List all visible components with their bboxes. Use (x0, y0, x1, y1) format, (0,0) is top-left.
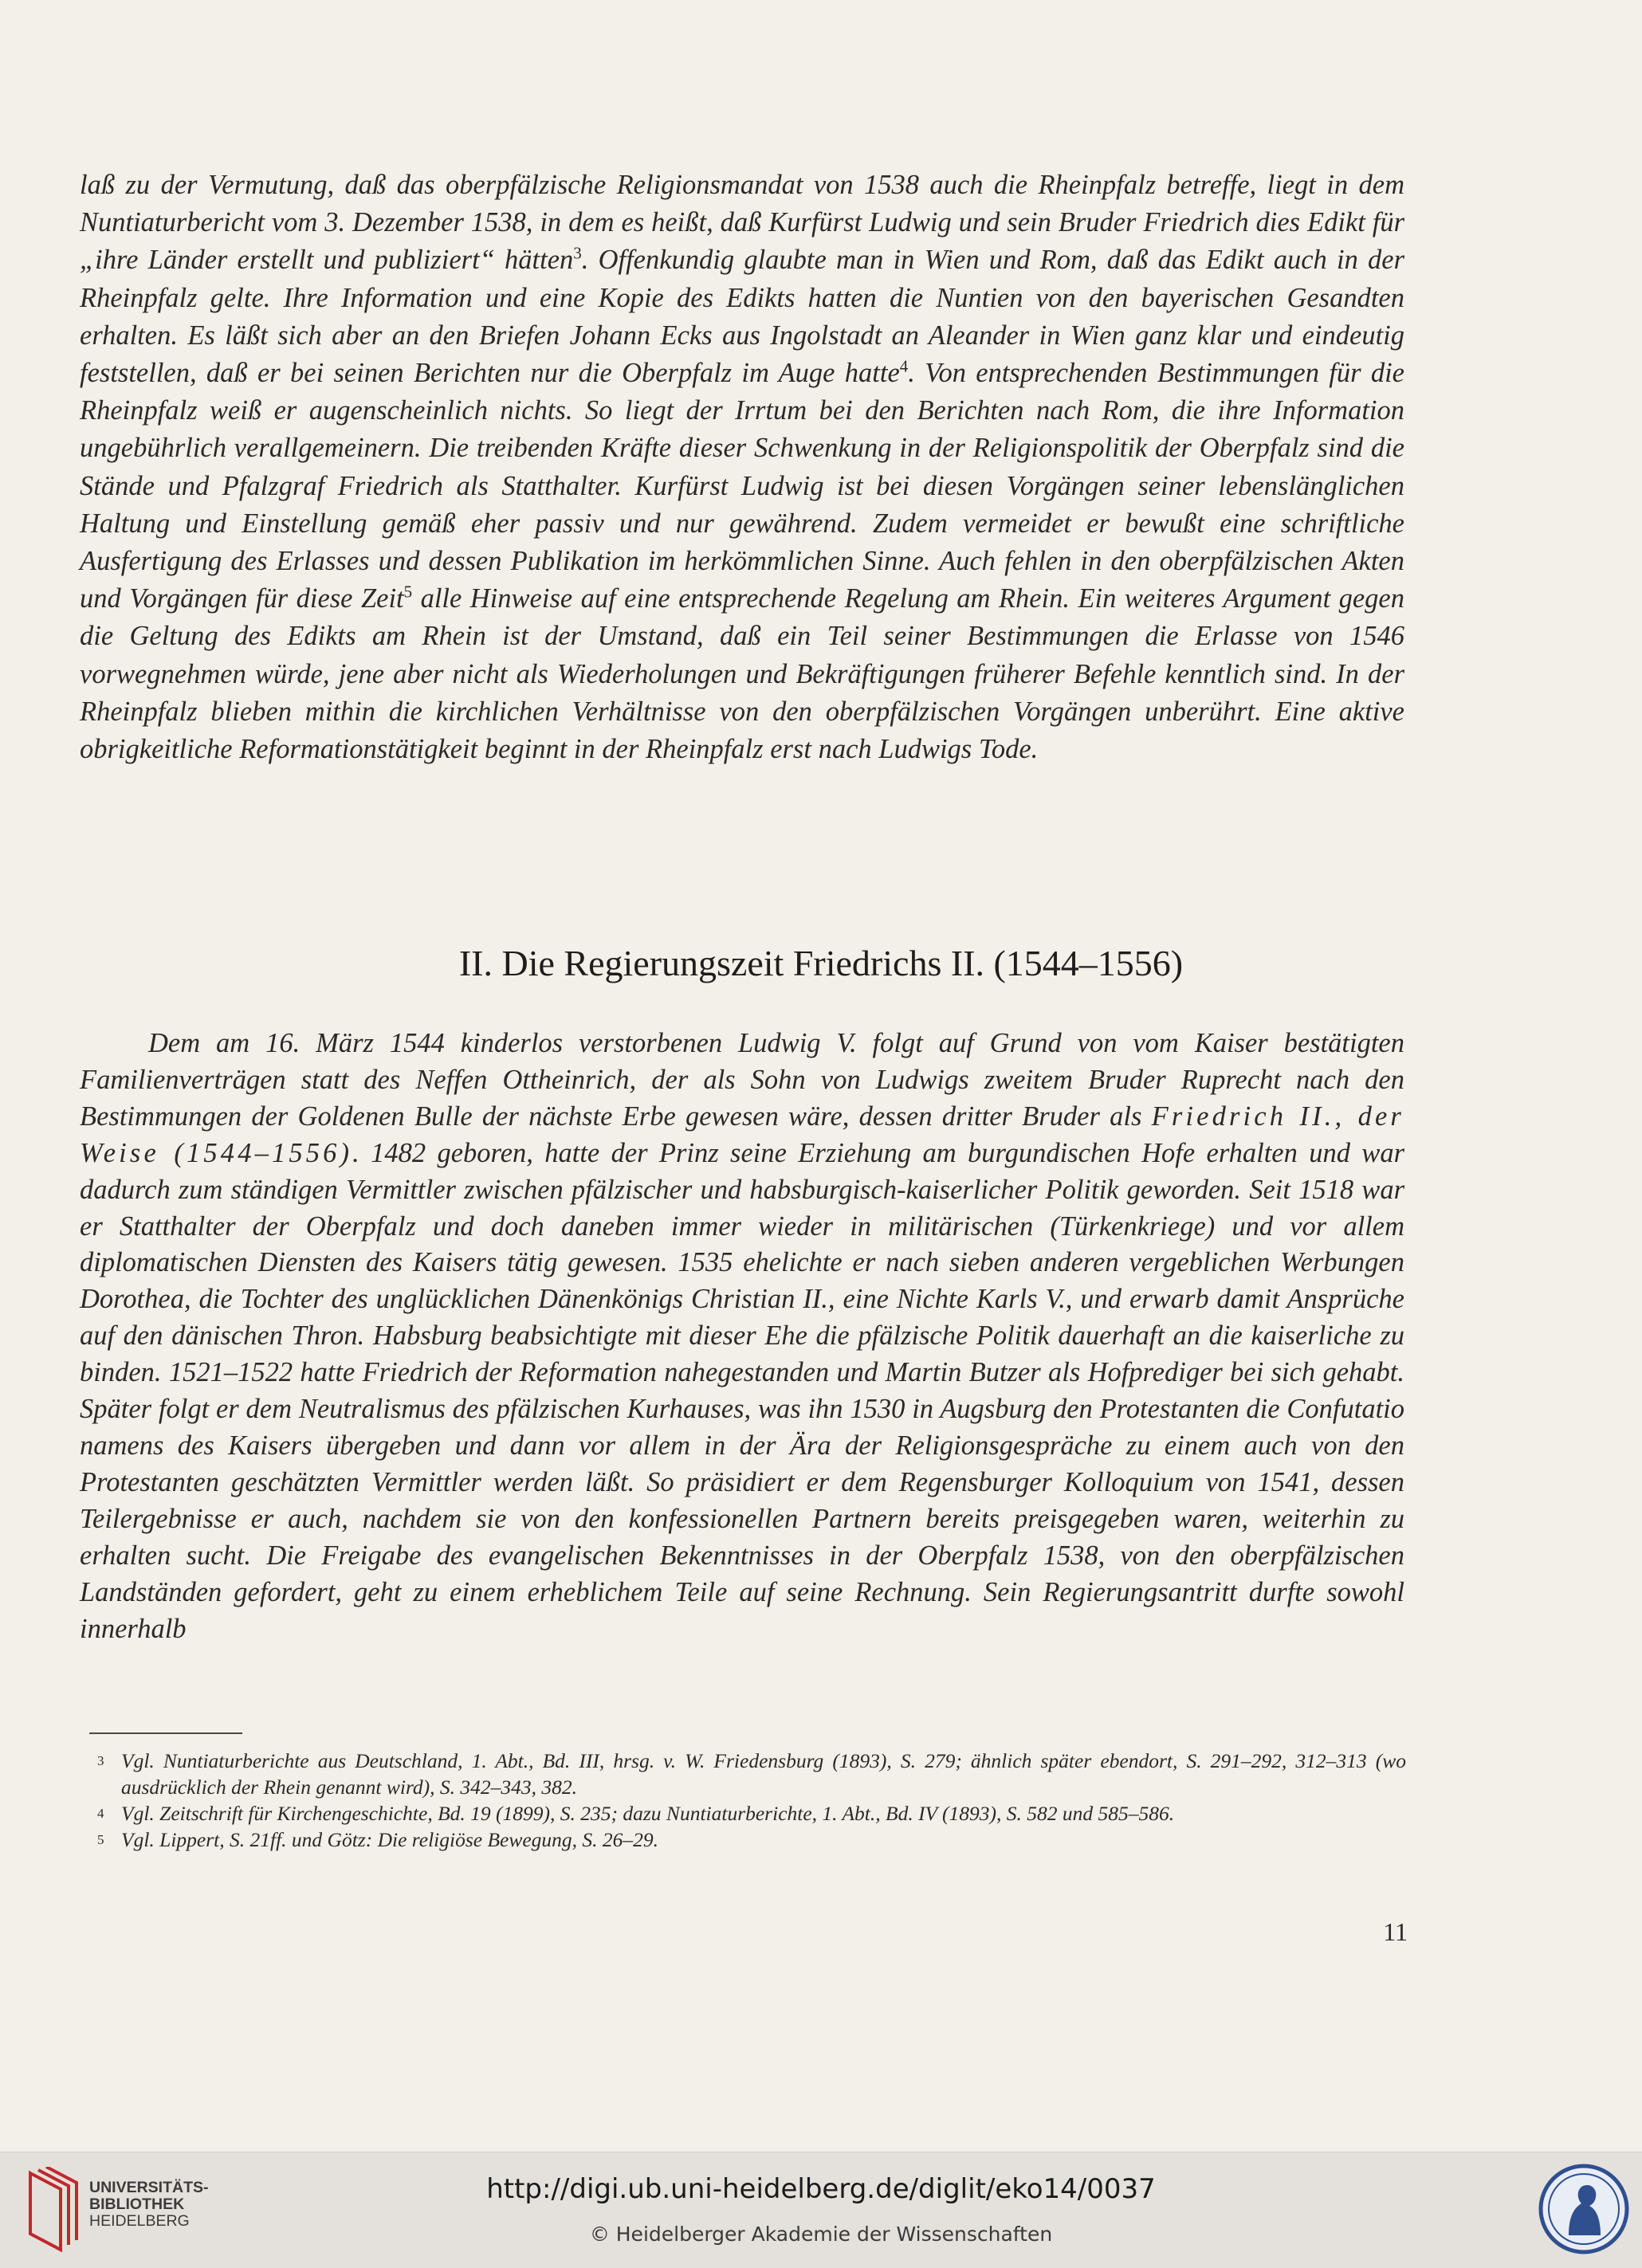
library-name-line: BIBLIOTHEK (89, 2195, 185, 2213)
page-number: 11 (1383, 1917, 1408, 1946)
library-name-line: HEIDELBERG (89, 2212, 190, 2230)
footnote-ref-5[interactable]: 5 (403, 582, 413, 602)
section-paragraph (80, 1026, 1404, 1647)
paragraph-text: alle Hinweise auf eine entsprechende Regelung am Rhein. Ein weiteres Argument gegen die Geltung des Edikts am Rhein ist der Umstand, daß ein Teil seiner Bestimmungen die Erlasse von 1546 vorwegnehmen würde, jene aber nicht als Wiederholungen und Bekräftigungen früherer Befehle kenntlich sind. In der Rheinpfalz blieben mithin die kirchlichen Verhältnisse von den oberpfälzischen Vorgängen unberührt. Eine aktive obrigkeitliche Reformationstätigkeit beginnt in der Rheinpfalz erst nach Ludwigs Tode. (80, 583, 1404, 765)
paragraph-text: laß zu der Vermutung, daß das oberpfälzische Religionsmandat von 1538 auch die Rheinpfalz betreffe, liegt in dem Nuntiaturbericht vom 3. Dezember 1538, in dem es heißt, daß Kurfürst Ludwig und sein Bruder Friedrich dies Edikt für „ihre Länder erstellt und publiziert“ hätten (80, 170, 1404, 276)
footnotes (89, 1748, 1406, 1853)
footnote-number: 5 (97, 1832, 104, 1847)
footnote-text: Vgl. Lippert, S. 21ff. und Götz: Die religiöse Bewegung, S. 26–29. (121, 1828, 659, 1851)
academy-seal-icon[interactable] (1537, 2162, 1631, 2256)
section-heading: II. Die Regierungszeit Friedrichs II. (1544–1556) (458, 943, 1184, 983)
paragraph-text: . Von entsprechenden Bestimmungen für die Rheinpfalz weiß er augenscheinlich nichts. So liegt der Irrtum bei den Berichten nach Rom, die ihre Information ungebührlich verallgemeinern. Die treibenden Kräfte dieser Schwenkung in der Religionspolitik der Oberpfalz sind die Stände und Pfalzgraf Friedrich als Statthalter. Kurfürst Ludwig ist bei diesen Vorgängen seiner lebenslänglichen Haltung und Einstellung gemäß eher passiv und nur gewährend. Zudem vermeidet er bewußt eine schriftliche Ausfertigung des Erlasses und dessen Publikation im herkömmlichen Sinne. Auch fehlen in den oberpfälzischen Akten und Vorgängen für diese Zeit (80, 358, 1404, 614)
paragraph-text: Dem am 16. März 1544 kinderlos verstorbenen Ludwig V. folgt auf Grund von vom Kaiser bestätigten Familienverträgen statt des Neffen Ottheinrich, der als Sohn von Ludwigs zweitem Bruder Ruprecht nach den Bestimmungen der Goldenen Bulle der nächste Erbe gewesen wäre, dessen dritter Bruder als (80, 1028, 1404, 1132)
footnote-ref-3[interactable]: 3 (573, 243, 582, 263)
paragraph-continued (80, 167, 1404, 768)
library-name-line: UNIVERSITÄTS- (89, 2179, 209, 2196)
footer-bar (0, 2152, 1642, 2268)
copyright-notice: © Heidelberger Akademie der Wissenschaften (589, 2223, 1053, 2246)
footnote-4 (89, 1800, 1406, 1827)
paragraph-text: . 1482 geboren, hatte der Prinz seine Erziehung am burgundischen Hofe erhalten und war dadurch zum ständigen Vermittler zwischen pfälzischer und habsburgisch-kaiserlicher Politik geworden. Seit 1518 war er Statthalter der Oberpfalz und doch daneben immer wieder in militärischen (Türkenkriege) und vor allem diplomatischen Diensten des Kaisers tätig gewesen. 1535 ehelichte er nach sieben anderen vergeblichen Werbungen Dorothea, die Tochter des unglücklichen Dänenkönigs Christian II., eine Nichte Karls V., und erwarb damit Ansprüche auf den dänischen Thron. Habsburg beabsichtigte mit dieser Ehe die pfälzische Politik dauerhaft an die kaiserliche zu binden. 1521–1522 hatte Friedrich der Reformation nahegestanden und Martin Butzer als Hofprediger bei sich gehabt. Später folgt er dem Neutralismus des pfälzischen Kurhauses, was ihn 1530 in Augsburg den Protestanten die Confutatio namens des Kaisers übergeben und dann vor allem in der Ära der Religionsgespräche zu einem auch von den Protestanten geschätzten Vermittler werden läßt. So präsidiert er dem Regensburger Kolloquium von 1541, dessen Teilergebnisse er auch, nachdem sie von den konfessionellen Partnern bereits preisgegeben waren, weiterhin zu erhalten sucht. Die Freigabe des evangelischen Bekenntnisses in der Oberpfalz 1538, von den oberpfälzischen Landständen gefordert, geht zu einem erheblichem Teile auf seine Rechnung. Sein Regierungsantritt durfte sowohl innerhalb (80, 1137, 1404, 1644)
paragraph-text: . Offenkundig glaubte man in Wien und Rom, daß das Edikt auch in der Rheinpfalz gelte. Ihre Information und eine Kopie des Edikts hatten die Nuntien von den bayerischen Gesandten erhalten. Es läßt sich aber an den Briefen Johann Ecks aus Ingolstadt an Aleander in Wien ganz klar und eindeutig feststellen, daß er bei seinen Berichten nur die Oberpfalz im Auge hatte (80, 245, 1404, 389)
source-url-link[interactable]: http://digi.ub.uni-heidelberg.de/diglit/eko14/0037 (486, 2173, 1156, 2205)
footnote-text: Vgl. Zeitschrift für Kirchengeschichte, Bd. 19 (1899), S. 235; dazu Nuntiaturberichte, 1. Abt., Bd. IV (1893), S. 582 und 585–586. (121, 1802, 1175, 1825)
footnote-5 (89, 1827, 1406, 1853)
footnote-ref-4[interactable]: 4 (899, 356, 909, 376)
footnote-divider (89, 1732, 242, 1734)
spaced-name: Friedrich II., der Weise (1544–1556) (80, 1101, 1404, 1168)
footnote-3 (89, 1748, 1406, 1800)
footnote-number: 4 (97, 1806, 104, 1821)
footnote-text: Vgl. Nuntiaturberichte aus Deutschland, 1. Abt., Bd. III, hrsg. v. W. Friedensburg (1893), S. 279; ähnlich später ebendort, S. 291–292, 312–313 (wo ausdrücklich der Rhein genannt wird), S. 342–343, 382. (121, 1749, 1406, 1799)
footnote-number: 3 (97, 1753, 104, 1768)
